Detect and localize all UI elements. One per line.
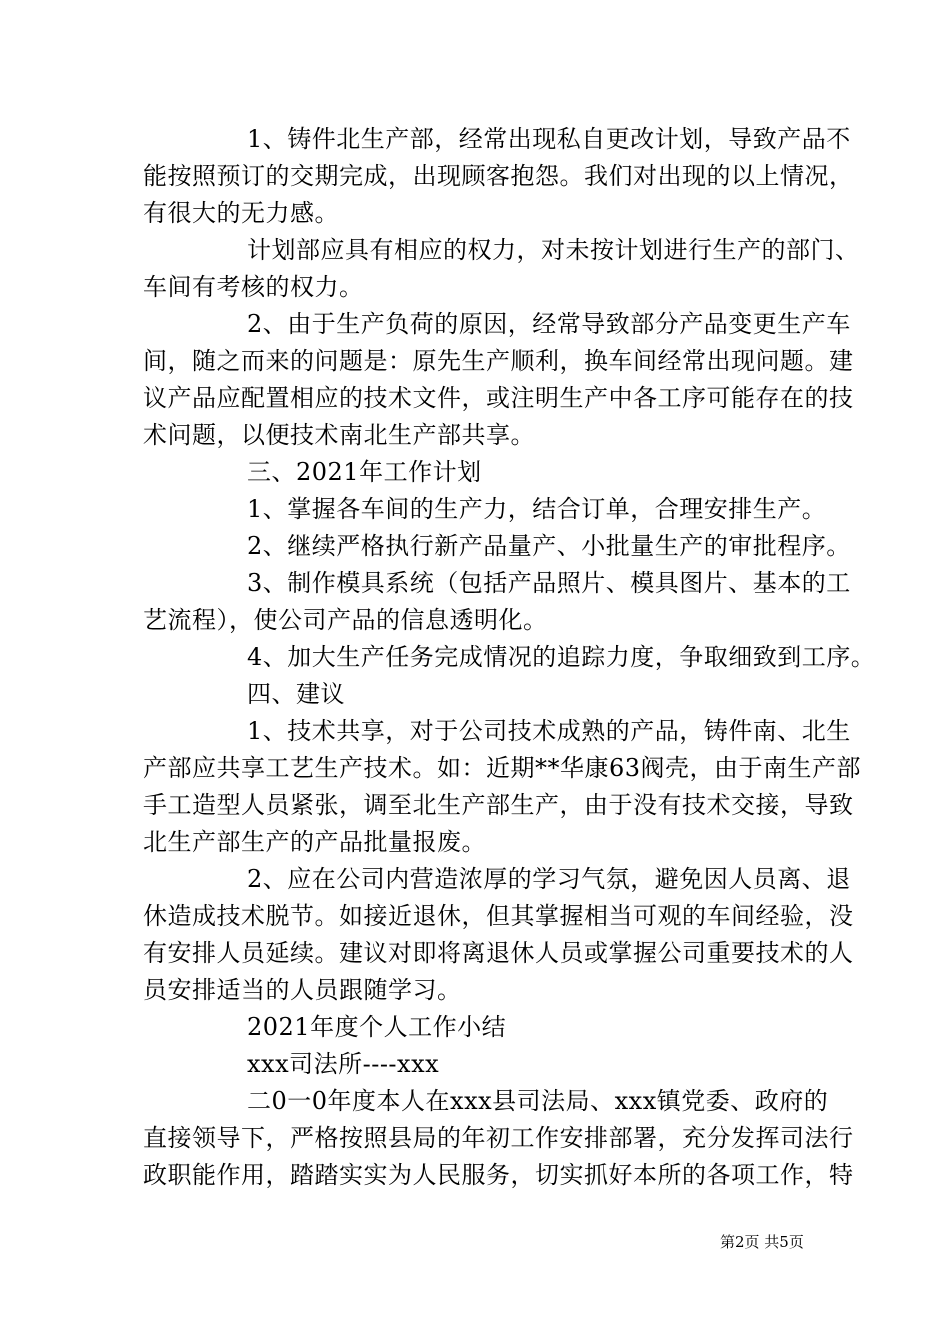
text-line: 直接领导下，严格按照县局的年初工作安排部署，充分发挥司法行 bbox=[143, 1124, 854, 1152]
text-line: 2、由于生产负荷的原因，经常导致部分产品变更生产车 bbox=[247, 310, 851, 338]
text-line: 二0一0年度本人在xxx县司法局、xxx镇党委、政府的 bbox=[247, 1087, 829, 1115]
text-line: 1、掌握各车间的生产力，结合订单，合理安排生产。 bbox=[247, 495, 827, 523]
author-line: xxx司法所----xxx bbox=[247, 1050, 440, 1078]
text-line: 有安排人员延续。建议对即将离退休人员或掌握公司重要技术的人 bbox=[143, 939, 854, 967]
text-line: 3、制作模具系统（包括产品照片、模具图片、基本的工 bbox=[247, 569, 851, 597]
text-line: 车间有考核的权力。 bbox=[143, 273, 364, 301]
text-line: 休造成技术脱节。如接近退休，但其掌握相当可观的车间经验，没 bbox=[143, 902, 854, 930]
text-line: 艺流程），使公司产品的信息透明化。 bbox=[143, 606, 548, 634]
page-number: 第2页 共5页 bbox=[720, 1233, 804, 1251]
text-line: 4、加大生产任务完成情况的追踪力度，争取细致到工序。 bbox=[247, 643, 876, 671]
text-line: 手工造型人员紧张，调至北生产部生产，由于没有技术交接，导致 bbox=[143, 791, 854, 819]
text-line: 1、技术共享，对于公司技术成熟的产品，铸件南、北生 bbox=[247, 717, 851, 745]
text-line: 议产品应配置相应的技术文件，或注明生产中各工序可能存在的技 bbox=[143, 384, 854, 412]
text-line: 2、继续严格执行新产品量产、小批量生产的审批程序。 bbox=[247, 532, 851, 560]
text-line: 有很大的无力感。 bbox=[143, 199, 339, 227]
text-line: 员安排适当的人员跟随学习。 bbox=[143, 976, 462, 1004]
text-line: 北生产部生产的产品批量报废。 bbox=[143, 828, 486, 856]
text-line: 能按照预订的交期完成，出现顾客抱怨。我们对出现的以上情况， bbox=[143, 162, 854, 190]
text-line: 计划部应具有相应的权力，对未按计划进行生产的部门、 bbox=[247, 236, 860, 264]
section-heading: 三、2021年工作计划 bbox=[247, 458, 482, 486]
text-line: 间，随之而来的问题是：原先生产顺利，换车间经常出现问题。建 bbox=[143, 347, 854, 375]
document-title: 2021年度个人工作小结 bbox=[247, 1013, 507, 1041]
text-line: 产部应共享工艺生产技术。如：近期**华康63阀壳，由于南生产部 bbox=[143, 754, 862, 782]
text-line: 2、应在公司内营造浓厚的学习气氛，避免因人员离、退 bbox=[247, 865, 851, 893]
text-line: 1、铸件北生产部，经常出现私自更改计划，导致产品不 bbox=[247, 125, 851, 153]
section-heading: 四、建议 bbox=[247, 680, 345, 708]
text-line: 术问题，以便技术南北生产部共享。 bbox=[143, 421, 535, 449]
text-line: 政职能作用，踏踏实实为人民服务，切实抓好本所的各项工作，特 bbox=[143, 1161, 854, 1189]
